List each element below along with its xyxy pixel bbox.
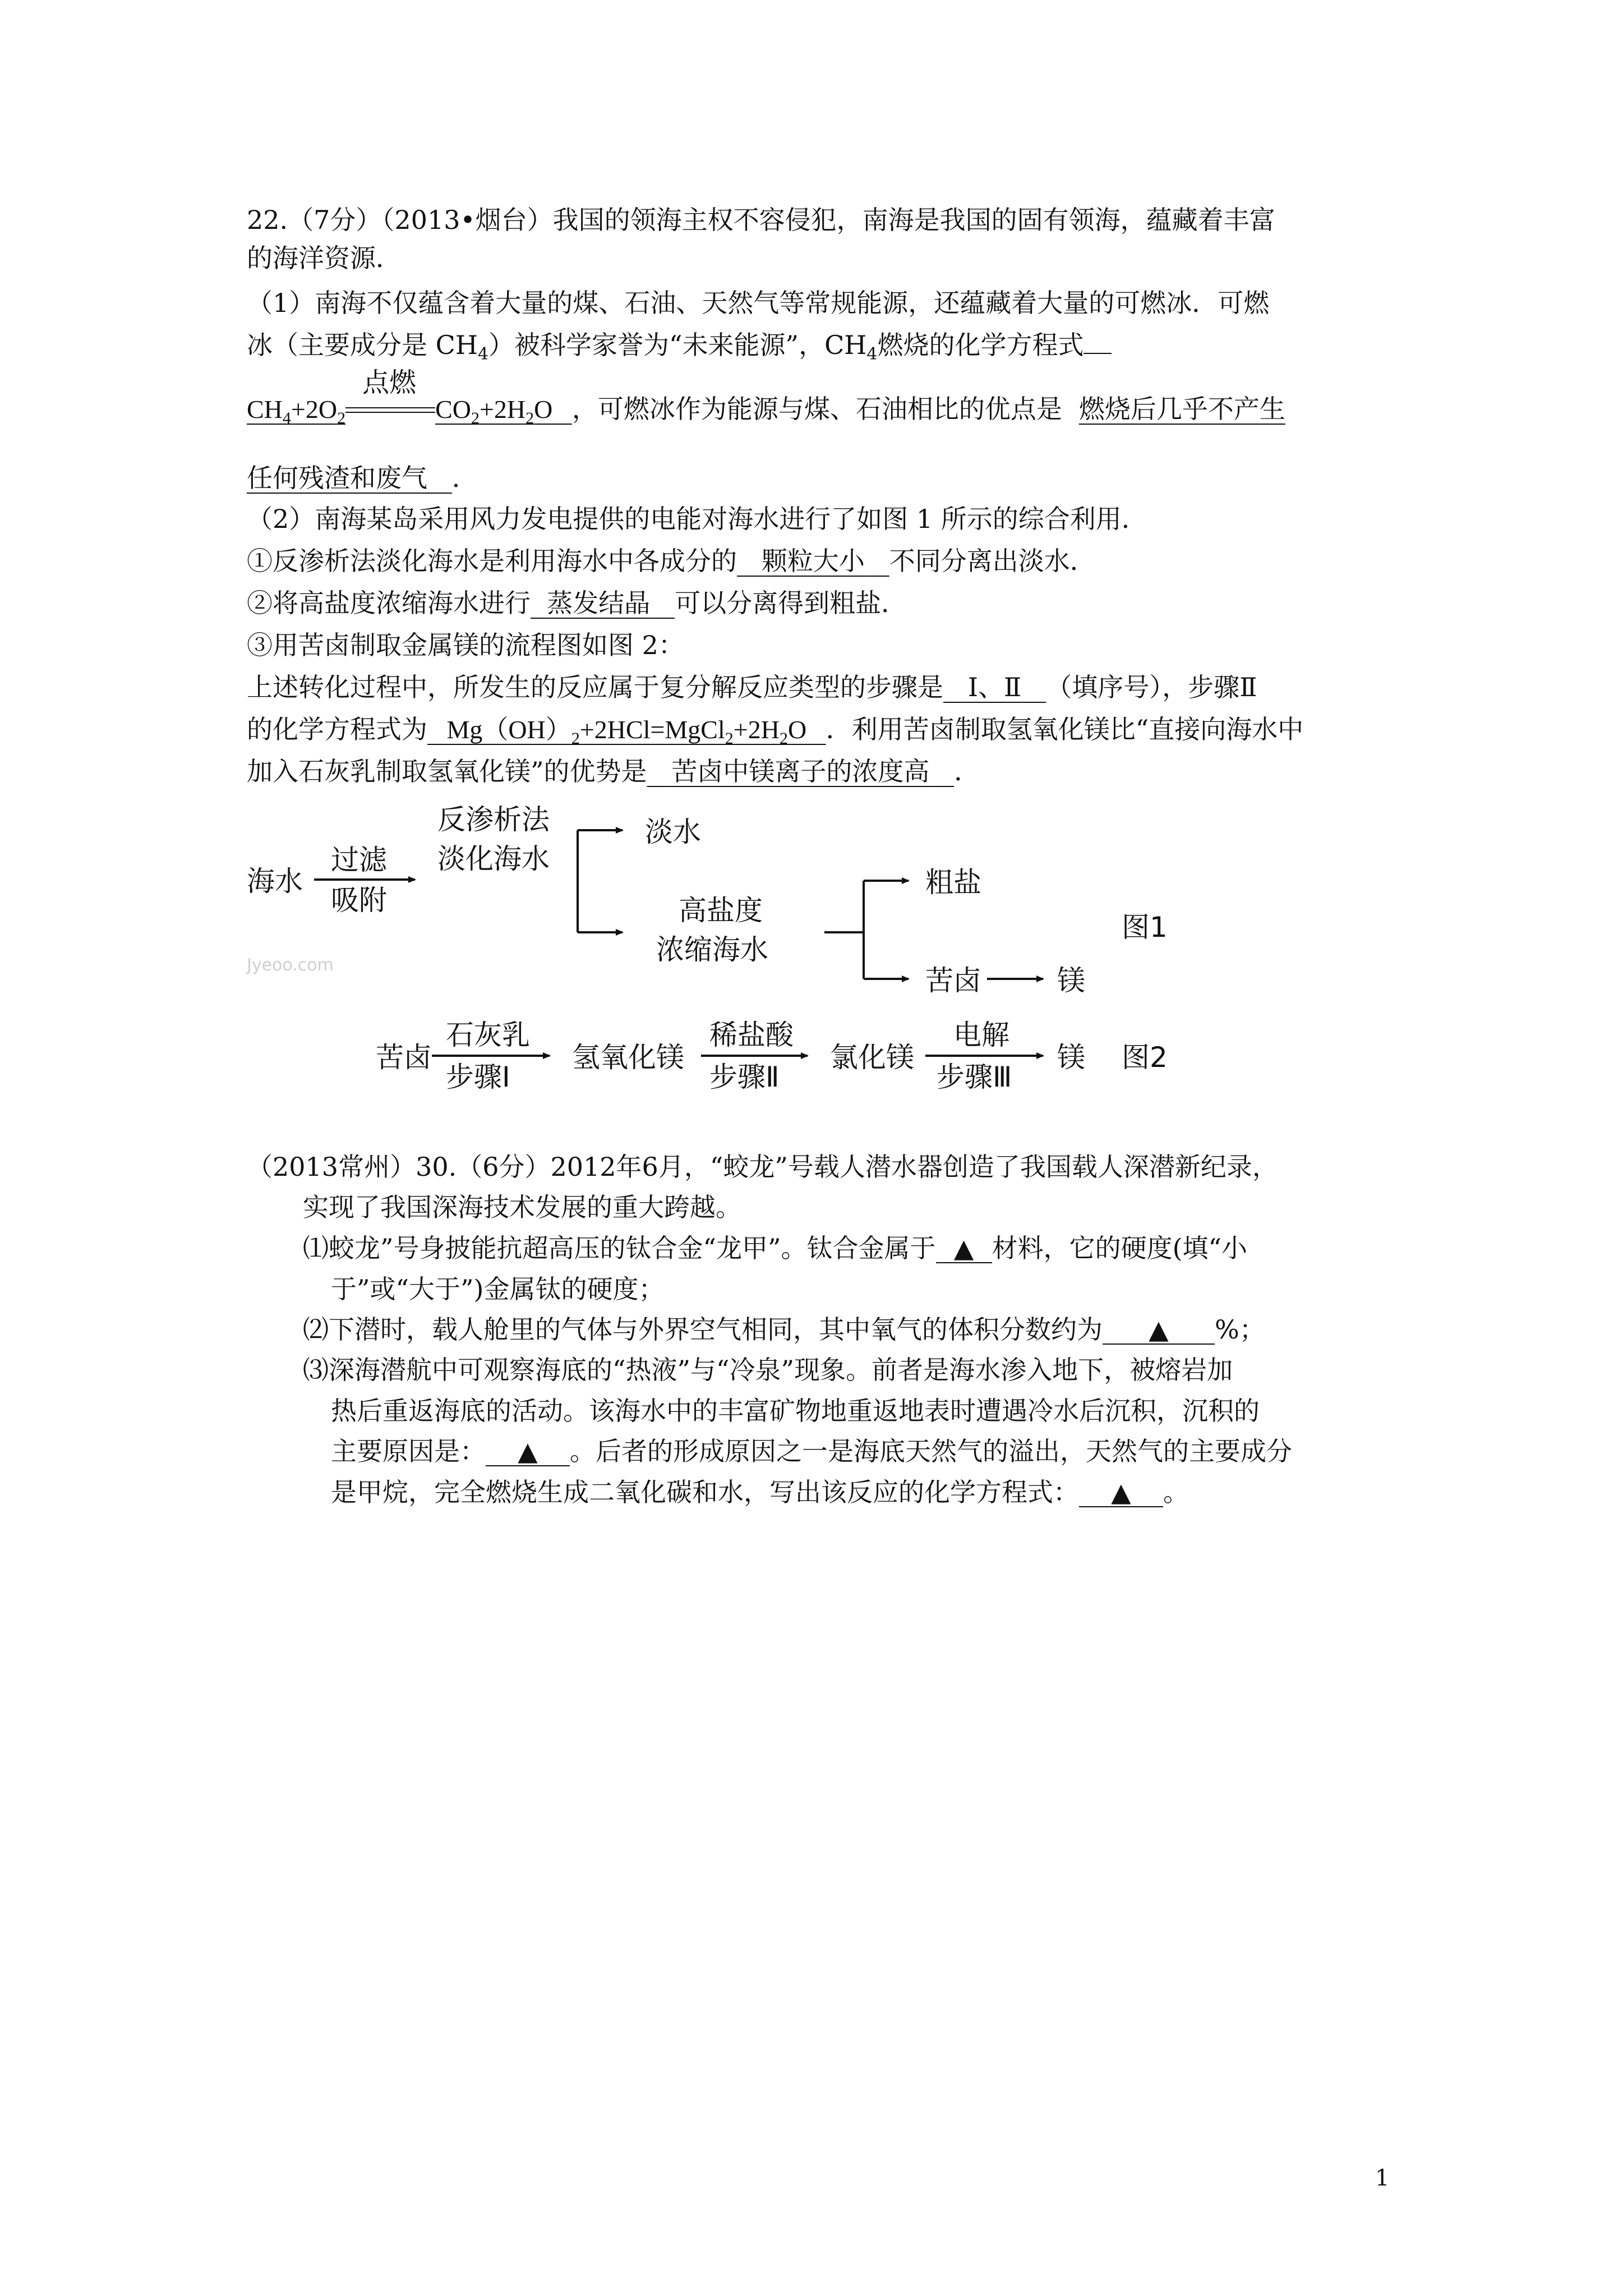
page-number: 1	[1375, 2165, 1390, 2191]
fig2-electrolysis: 电解	[953, 1019, 1009, 1051]
q30-line-5-text-b: %；	[1215, 1314, 1265, 1345]
answer-blank	[1079, 1478, 1163, 1507]
q22-line-4-text-b: ）被科学家誉为“未来能源”，CH	[488, 330, 867, 360]
q30-line-8	[331, 1434, 1292, 1468]
q22-line-13-text-a: 加入石灰乳制取氢氧化镁”的优势是	[247, 756, 647, 786]
q22-line-4-text-c: 燃烧的化学方程式	[877, 330, 1084, 360]
fig2-hcl: 稀盐酸	[709, 1019, 794, 1051]
q22-line-8-text-a: ①反渗析法淡化海水是利用海水中各成分的	[247, 546, 737, 576]
triangle-icon: ▲	[1111, 1477, 1131, 1507]
fig1-ro-line1: 反渗析法	[437, 803, 550, 836]
q22-line-9-text-a: ②将高盐度浓缩海水进行	[247, 588, 531, 618]
q30-line-9-text-b: 。	[1163, 1477, 1189, 1507]
fig2-step2: 步骤Ⅱ	[709, 1061, 780, 1093]
q30-line-6: ⑶深海潜航中可观察海底的“热液”与“冷泉”现象。前者是海水渗入地下，被熔岩加	[303, 1355, 1233, 1385]
q30-line-8-text-a: 主要原因是：	[331, 1436, 486, 1466]
q30-line-3-text-b: 材料，它的硬度(填“小	[992, 1233, 1248, 1263]
q22-line-11-text-b: （填序号），步骤Ⅱ	[1046, 672, 1257, 702]
subscript: 4	[866, 344, 878, 365]
fig1-filter: 过滤	[331, 844, 387, 876]
triangle-icon: ▲	[953, 1233, 974, 1263]
q22-line-5-text: ，可燃冰作为能源与煤、石油相比的优点是	[571, 395, 1062, 424]
answer-blank	[936, 1234, 992, 1263]
fig2-label: 图2	[1122, 1041, 1168, 1074]
answer-advantage-bittern-text: 苦卤中镁离子的浓度高	[671, 756, 930, 786]
fig1-ro-line2: 淡化海水	[437, 843, 550, 875]
fig1-crude-salt: 粗盐	[925, 866, 981, 899]
fig2-mg-chloride: 氯化镁	[830, 1041, 914, 1074]
answer-particle-size-text: 颗粒大小	[761, 546, 865, 576]
q22-line-11-text-a: 上述转化过程中，所发生的反应属于复分解反应类型的步骤是	[247, 672, 943, 702]
q22-line-2: 的海洋资源．	[247, 243, 402, 273]
q22-line-1: 22.（7分）（2013•烟台）我国的领海主权不容侵犯，南海是我国的固有领海，蕴藏着丰富	[247, 205, 1275, 235]
fig1-magnesium: 镁	[1057, 964, 1085, 997]
q30-line-3	[303, 1231, 1247, 1265]
fig2-step1: 步骤Ⅰ	[446, 1061, 510, 1093]
q30-line-5	[303, 1313, 1265, 1346]
q22-line-12-text-b: ．利用苦卤制取氢氧化镁比“直接向海水中	[826, 714, 1304, 744]
q22-line-9-text-b: 可以分离得到粗盐．	[675, 588, 907, 618]
q22-line-3: （1）南海不仅蕴含着大量的煤、石油、天然气等常规能源，还蕴藏着大量的可燃冰．可燃	[247, 288, 1270, 318]
fig1-seawater: 海水	[247, 865, 303, 898]
q22-line-12-text-a: 的化学方程式为	[247, 714, 427, 744]
eq-right: $CO_2+2H_2O$	[435, 395, 572, 428]
answer-advantage-2: 任何残渣和废气	[247, 463, 427, 493]
q30-line-1: （2013常州）30.（6分）2012年6月，“蛟龙”号载人潜水器创造了我国载人深潜新纪录，	[247, 1152, 1278, 1182]
fig2-magnesium: 镁	[1057, 1041, 1085, 1074]
triangle-icon: ▲	[518, 1436, 538, 1466]
q30-line-9	[331, 1475, 1189, 1509]
answer-evaporation-text: 蒸发结晶	[547, 588, 651, 618]
answer-steps-text: Ⅰ、Ⅱ	[967, 672, 1022, 702]
q22-line-10: ③用苦卤制取金属镁的流程图如图 2：	[247, 630, 684, 660]
fig2-lime: 石灰乳	[446, 1019, 530, 1051]
answer-equation-2: $Mg(OH)_2+2HCl=MgCl_2+2H_2O$	[427, 715, 826, 748]
q30-line-7: 热后重返海底的活动。该海水中的丰富矿物地重返地表时遭遇冷水后沉积，沉积的	[331, 1396, 1260, 1426]
triangle-icon: ▲	[1149, 1314, 1169, 1345]
fig1-high-salinity-2: 浓缩海水	[656, 933, 768, 966]
fig1-freshwater: 淡水	[645, 816, 701, 848]
q30-line-2: 实现了我国深海技术发展的重大跨越。	[303, 1192, 741, 1222]
answer-advantage-1: 燃烧后几乎不产生	[1078, 395, 1285, 424]
q30-line-9-text-a: 是甲烷，完全燃烧生成二氧化碳和水，写出该反应的化学方程式：	[331, 1477, 1079, 1507]
fig2-bittern: 苦卤	[376, 1041, 432, 1074]
q30-line-4: 于”或“大于”)金属钛的硬度；	[331, 1274, 665, 1304]
subscript: 4	[477, 344, 489, 365]
fig1-high-salinity-1: 高盐度	[679, 894, 763, 927]
eq-condition: 点燃	[362, 367, 417, 399]
fig2-step3: 步骤Ⅲ	[937, 1061, 1012, 1093]
q22-line-7: （2）南海某岛采用风力发电提供的电能对海水进行了如图 1 所示的综合利用．	[247, 504, 1147, 534]
fig1-bittern: 苦卤	[925, 964, 981, 997]
q30-line-5-text-a: ⑵下潜时，载人舱里的气体与外界空气相同，其中氧气的体积分数约为	[303, 1314, 1103, 1345]
period: ．	[451, 463, 478, 493]
fig1-adsorb: 吸附	[331, 884, 387, 917]
eq-left: $CH_4+2O_2$	[247, 395, 346, 428]
fig2-mg-hydroxide: 氢氧化镁	[572, 1041, 684, 1074]
answer-blank	[1103, 1315, 1215, 1345]
watermark: Jyeoo.com	[247, 955, 334, 975]
answer-blank	[486, 1437, 570, 1466]
q22-line-13-text-b: ．	[954, 756, 980, 786]
q22-line-4-text-a: 冰（主要成分是 CH	[247, 330, 478, 360]
q30-line-8-text-b: 。后者的形成原因之一是海底天然气的溢出，天然气的主要成分	[570, 1436, 1292, 1466]
q30-line-3-text-a: ⑴蛟龙”号身披能抗超高压的钛合金“龙甲”。钛合金属于	[303, 1233, 936, 1263]
q22-line-8-text-b: 不同分离出淡水．	[889, 546, 1096, 576]
fig1-label: 图1	[1122, 911, 1168, 944]
